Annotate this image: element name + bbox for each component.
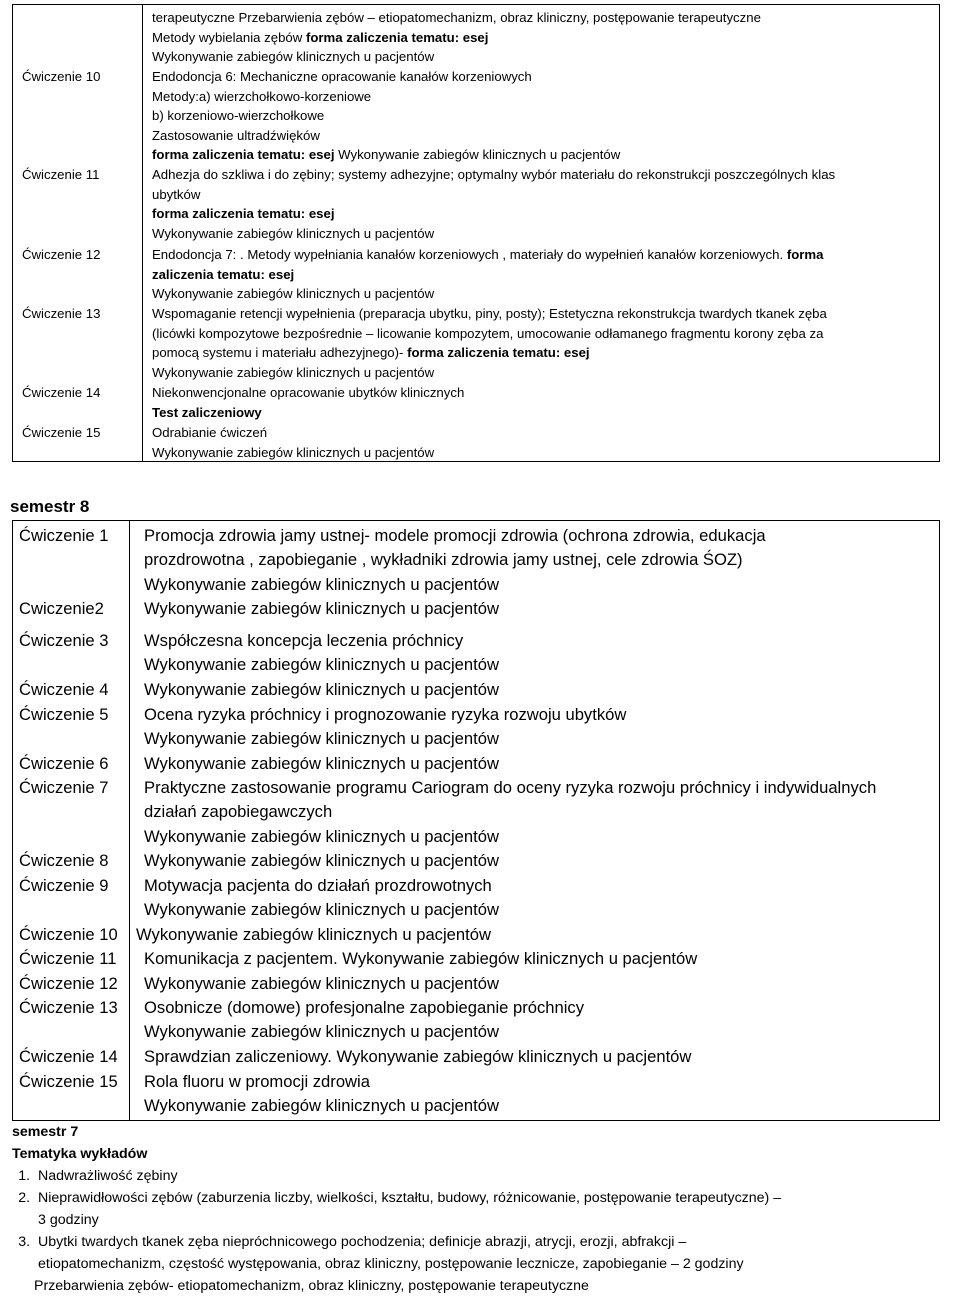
exercise-label: Ćwiczenie 6 xyxy=(19,754,109,773)
exercise-label: Ćwiczenie 1 xyxy=(19,526,109,545)
exercise-content: Wykonywanie zabiegów klinicznych u pacjentów xyxy=(144,974,499,993)
exercise-content: Współczesna koncepcja leczenia próchnicy Wykonywanie zabiegów klinicznych u pacjentów xyxy=(144,631,499,675)
exercise-content: Endodoncja 6: Mechaniczne opracowanie kanałów korzeniowych Metody:a) wierzchołkowo-korzeniowe b) korzeniowo-wierzchołkowe Zastosowanie ultradźwięków forma zaliczenia tematu: esej Wykonywanie zabiegów klinicznych u pacjentów xyxy=(152,69,621,163)
list-item: 1. Nadwrażliwość zębiny xyxy=(34,1165,942,1187)
semester-8-exercises-table xyxy=(12,520,940,1121)
exercise-label: Ćwiczenie 11 xyxy=(22,167,100,182)
exercise-label: Ćwiczenie 12 xyxy=(22,247,101,262)
lectures-section xyxy=(12,1121,942,1297)
exercise-label: Ćwiczenie 3 xyxy=(19,631,109,650)
exercise-content: Wykonywanie zabiegów klinicznych u pacjentów xyxy=(144,851,499,870)
exercise-content: Adhezja do szkliwa i do zębiny; systemy adhezyjne; optymalny wybór materiału do rekonstrukcji poszczególnych klas ubytków forma zaliczenia tematu: esej Wykonywanie zabiegów klinicznych u pacjentów xyxy=(152,167,836,241)
semester-8-heading: semestr 8 xyxy=(10,497,90,516)
column-divider xyxy=(129,521,130,1120)
exercise-label: Ćwiczenie 12 xyxy=(19,974,118,993)
exercise-content: Osobnicze (domowe) profesjonalne zapobieganie próchnicy Wykonywanie zabiegów klinicznych u pacjentów xyxy=(144,998,584,1042)
exercise-content: Wykonywanie zabiegów klinicznych u pacjentów xyxy=(144,754,499,773)
exercise-label: Ćwiczenie 9 xyxy=(19,876,109,895)
lecture-list xyxy=(12,1165,942,1275)
column-divider xyxy=(142,5,143,461)
exercise-content: Promocja zdrowia jamy ustnej- modele promocji zdrowia (ochrona zdrowia, edukacja prozdrowotna , zapobieganie , wykładniki zdrowia jamy ustnej, cele zdrowia ŚOZ) Wykonywanie zabiegów klinicznych u pacjentów xyxy=(144,526,766,594)
semester-7-exercises-table xyxy=(12,4,940,462)
exercise-label: Ćwiczenie 11 xyxy=(19,949,117,968)
list-item: 3. Ubytki twardych tkanek zęba niepróchnicowego pochodzenia; definicje abrazji, atrycji, erozji, abfrakcji – etiopatomechanizm, częstość występowania, obraz kliniczny, postępowanie lecznicze, zapobieganie – 2 godziny xyxy=(34,1231,942,1275)
exercise-label: Ćwiczenie 7 xyxy=(19,778,109,797)
exercise-label: Ćwiczenie 15 xyxy=(19,1072,118,1091)
exercise-content: Praktyczne zastosowanie programu Cariogram do oceny ryzyka rozwoju próchnicy i indywidualnych działań zapobiegawczych Wykonywanie zabiegów klinicznych u pacjentów xyxy=(144,778,877,846)
exercise-content: Odrabianie ćwiczeń Wykonywanie zabiegów klinicznych u pacjentów xyxy=(152,425,435,460)
semester-7-heading: semestr 7 xyxy=(12,1124,79,1140)
exercise-content: Ocena ryzyka próchnicy i prognozowanie ryzyka rozwoju ubytków Wykonywanie zabiegów klinicznych u pacjentów xyxy=(144,705,627,749)
exercise-label: Cwiczenie2 xyxy=(19,599,104,618)
exercise-content: Wspomaganie retencji wypełnienia (preparacja ubytku, piny, posty); Estetyczna rekonstrukcja twardych tkanek zęba (licówki kompozytowe bezpośrednie – licowanie kompozytem, umocowanie odłamanego fragmentu korony zęba za pomocą systemu i materiału adhezyjnego)- forma zaliczenia tematu: esej Wykonywanie zabiegów klinicznych u pacjentów xyxy=(152,306,827,380)
exercise-label: Ćwiczenie 14 xyxy=(19,1047,118,1066)
lecture-trailing-line: Przebarwienia zębów- etiopatomechanizm, obraz kliniczny, postępowanie terapeutyczne xyxy=(34,1278,589,1294)
exercise-content: Endodoncja 7: . Metody wypełniania kanałów korzeniowych , materiały do wypełnień kanałów korzeniowych. forma zaliczenia tematu: esej Wykonywanie zabiegów klinicznych u pacjentów xyxy=(152,247,824,302)
exercise-content: Rola fluoru w promocji zdrowia Wykonywanie zabiegów klinicznych u pacjentów xyxy=(144,1072,499,1116)
exercise-label: Ćwiczenie 8 xyxy=(19,851,109,870)
exercise-content: Niekonwencjonalne opracowanie ubytków klinicznych Test zaliczeniowy xyxy=(152,385,465,420)
exercise-label: Ćwiczenie 14 xyxy=(22,385,101,400)
exercise-content: Wykonywanie zabiegów klinicznych u pacjentów xyxy=(136,925,491,944)
exercise-label: Ćwiczenie 4 xyxy=(19,680,109,699)
exercise-content: terapeutyczne Przebarwienia zębów – etiopatomechanizm, obraz kliniczny, postępowanie terapeutyczne Metody wybielania zębów forma zaliczenia tematu: esej Wykonywanie zabiegów klinicznych u pacjentów xyxy=(152,10,761,65)
exercise-content: Sprawdzian zaliczeniowy. Wykonywanie zabiegów klinicznych u pacjentów xyxy=(144,1047,692,1066)
exercise-label: Ćwiczenie 10 xyxy=(19,925,118,944)
exercise-label: Ćwiczenie 13 xyxy=(22,306,101,321)
list-item: 2. Nieprawidłowości zębów (zaburzenia liczby, wielkości, kształtu, budowy, różnicowanie, postępowanie terapeutyczne) – 3 godziny xyxy=(34,1187,942,1231)
exercise-label: Ćwiczenie 13 xyxy=(19,998,118,1017)
exercise-label: Ćwiczenie 10 xyxy=(22,69,101,84)
lectures-heading: Tematyka wykładów xyxy=(12,1146,148,1162)
exercise-content: Komunikacja z pacjentem. Wykonywanie zabiegów klinicznych u pacjentów xyxy=(144,949,698,968)
exercise-label: Ćwiczenie 5 xyxy=(19,705,109,724)
exercise-label: Ćwiczenie 15 xyxy=(22,425,101,440)
exercise-content: Motywacja pacjenta do działań prozdrowotnych Wykonywanie zabiegów klinicznych u pacjentów xyxy=(144,876,499,920)
exercise-content: Wykonywanie zabiegów klinicznych u pacjentów xyxy=(144,680,499,699)
exercise-content: Wykonywanie zabiegów klinicznych u pacjentów xyxy=(144,599,499,618)
